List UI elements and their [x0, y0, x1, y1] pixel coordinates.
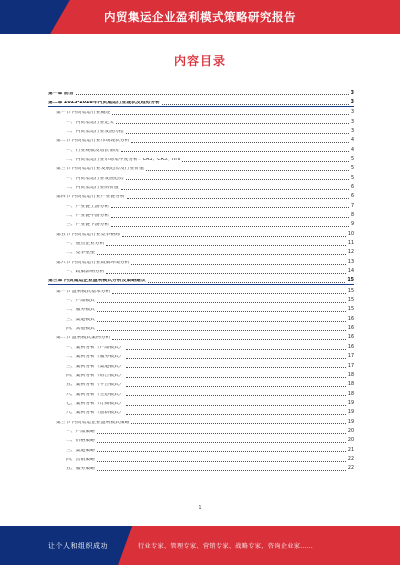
toc-entry-text: 第三章 内贸集运企业盈利模式分析及策略建议 [48, 279, 146, 284]
toc-entry-text: 第六节 内贸集运行业政策环境分析 [56, 260, 130, 265]
toc-entry[interactable] [48, 96, 354, 106]
toc-entry-text: 二、价格策略 [66, 439, 95, 444]
toc-entry-text: 第一章 前言 [48, 91, 74, 96]
toc-entry-text: 五、服务策略 [66, 467, 95, 472]
toc-entry-page: 5 [350, 156, 354, 162]
toc-entry-page: 10 [347, 231, 354, 237]
toc-leader-dots [112, 293, 346, 294]
toc-entry-page: 6 [350, 194, 354, 200]
toc-entry[interactable] [48, 135, 354, 144]
toc-leader-dots [126, 395, 346, 396]
toc-entry-text: 第三节 内贸集运行业发展趋势及行业价值 [56, 167, 144, 172]
toc-entry-text: 三、产业链下游分析 [66, 223, 110, 228]
toc-entry-page: 22 [347, 466, 354, 472]
toc-leader-dots [97, 442, 346, 443]
toc-entry[interactable] [48, 153, 354, 162]
toc-entry[interactable] [48, 266, 354, 275]
toc-entry-text: 二、案例分析（服务模式） [66, 355, 124, 360]
toc-entry[interactable] [48, 116, 354, 125]
toc-leader-dots [97, 311, 346, 312]
toc-entry[interactable] [48, 200, 354, 209]
page-number: 1 [198, 505, 202, 511]
toc-entry-page: 3 [350, 119, 354, 125]
toc-entry[interactable] [48, 107, 354, 116]
toc-entry-text: 一、重点企业分析 [66, 242, 105, 247]
toc-entry-page: 12 [347, 250, 354, 256]
toc-entry-text: 第一节 内贸集运行业概述 [56, 111, 111, 116]
toc-entry[interactable] [48, 341, 354, 350]
toc-entry-page: 15 [347, 307, 354, 313]
toc-entry-page: 8 [350, 213, 354, 219]
toc-entry[interactable] [48, 125, 354, 134]
toc-entry-text: 二、产业链中游分析 [66, 214, 110, 219]
toc-entry-text: 三、渠道策略 [66, 448, 95, 453]
toc-entry-page: 6 [350, 184, 354, 190]
toc-entry[interactable] [48, 209, 354, 218]
toc-entry-text: 八、案例分析（创新模式） [66, 411, 124, 416]
toc-entry-text: 四、营销策略 [66, 457, 95, 462]
toc-entry[interactable] [48, 275, 354, 285]
toc-entry-text: 三、案例分析（渠道模式） [66, 364, 124, 369]
toc-entry[interactable] [48, 323, 354, 332]
toc-entry-text: 一、行业规模及增长情况 [66, 148, 119, 153]
toc-entry-page: 15 [347, 298, 354, 304]
toc-entry-page: 11 [347, 241, 354, 247]
toc-entry-page: 14 [347, 269, 354, 275]
toc-leader-dots [126, 349, 346, 350]
toc-leader-dots [127, 198, 349, 199]
toc-entry-text: 二、内贸集运行业市场集中度分析：CR3、CR5、HHI [66, 157, 181, 162]
toc-entry-page: 16 [347, 316, 354, 322]
toc-entry-text: 第二章 2023-2028年内贸集运行业现状及趋势分析 [48, 100, 160, 105]
report-title: 内贸集运企业盈利模式策略研究报告 [104, 10, 296, 24]
toc-leader-dots [131, 142, 348, 143]
toc-entry[interactable] [48, 453, 354, 462]
toc-entry-page: 16 [347, 335, 354, 341]
toc-entry[interactable] [48, 379, 354, 388]
toc-entry-text: 第一节 盈利模式基本分析 [56, 289, 111, 294]
toc-entry-page: 4 [350, 147, 354, 153]
toc-entry-text: 第二节 盈利模式案例分析 [56, 336, 111, 341]
footer-slogan: 让个人和组织成功 [48, 542, 108, 550]
toc-entry-text: 第三节 内贸集运企业盈利模式策略 [56, 420, 130, 425]
toc-leader-dots [126, 405, 346, 406]
toc-leader-dots [126, 358, 346, 359]
toc-entry-page: 22 [347, 456, 354, 462]
toc-leader-dots [97, 254, 346, 255]
toc-entry-text: 第四节 内贸集运行业产业链分析 [56, 195, 125, 200]
toc-entry-text: 一、内贸集运行业发展趋势 [66, 176, 124, 181]
toc-leader-dots [97, 451, 346, 452]
page-footer [0, 526, 400, 565]
toc-leader-dots [131, 423, 345, 424]
toc-leader-dots [126, 179, 349, 180]
toc-leader-dots [122, 236, 346, 237]
toc-entry-page: 17 [347, 354, 354, 360]
toc-entry[interactable] [48, 369, 354, 378]
toc-entry[interactable] [48, 407, 354, 416]
toc-entry-page: 20 [347, 438, 354, 444]
toc-entry-page: 18 [347, 382, 354, 388]
toc-entry[interactable] [48, 228, 354, 237]
toc-entry-page: 9 [350, 222, 354, 228]
toc-entry[interactable] [48, 247, 354, 256]
toc-entry[interactable] [48, 416, 354, 425]
toc-entry-page: 21 [347, 447, 354, 453]
toc-entry-page: 16 [347, 344, 354, 350]
toc-entry[interactable] [48, 435, 354, 444]
toc-leader-dots [97, 321, 346, 322]
toc-leader-dots [106, 245, 346, 246]
toc-entry[interactable] [48, 181, 354, 190]
toc-leader-dots [126, 386, 346, 387]
toc-leader-dots [97, 470, 346, 471]
toc-entry-text: 二、竞争壁垒 [66, 251, 95, 256]
toc-entry[interactable] [48, 388, 354, 397]
toc-entry[interactable] [48, 295, 354, 304]
toc-leader-dots [126, 367, 346, 368]
toc-entry-text: 一、内贸集运行业定义 [66, 120, 114, 125]
toc-leader-dots [126, 377, 346, 378]
toc-entry-page: 17 [347, 363, 354, 369]
toc-entry[interactable] [48, 463, 354, 472]
toc-entry[interactable] [48, 332, 354, 341]
toc-leader-dots [146, 170, 349, 171]
toc-leader-dots [116, 123, 349, 124]
toc-entry[interactable] [48, 238, 354, 247]
toc-entry-page: 18 [347, 391, 354, 397]
toc-entry[interactable] [48, 304, 354, 313]
toc-entry[interactable] [48, 144, 354, 153]
toc-leader-dots [162, 104, 349, 105]
toc-entry[interactable] [48, 256, 354, 265]
toc-leader-dots [148, 282, 346, 283]
toc-leader-dots [131, 264, 345, 265]
toc-heading: 内容目录 [173, 54, 226, 68]
toc-entry-page: 3 [350, 90, 354, 96]
toc-entry-page: 15 [347, 288, 354, 294]
toc-entry[interactable] [48, 397, 354, 406]
toc-entry-text: 七、案例分析（订阅模式） [66, 401, 124, 406]
toc-entry[interactable] [48, 444, 354, 453]
toc-entry-text: 一、政策影响分析 [66, 270, 105, 275]
toc-entry-page: 5 [350, 175, 354, 181]
toc-entry-page: 3 [350, 110, 354, 116]
toc-leader-dots [126, 133, 349, 134]
toc-entry[interactable] [48, 285, 354, 294]
toc-entry-page: 3 [350, 128, 354, 134]
toc-entry[interactable] [48, 219, 354, 228]
table-of-contents [48, 87, 354, 472]
toc-leader-dots [121, 151, 349, 152]
toc-entry-text: 四、其他模式 [66, 327, 95, 332]
toc-entry-page: 20 [347, 428, 354, 434]
toc-entry[interactable] [48, 163, 354, 172]
toc-leader-dots [112, 114, 349, 115]
toc-leader-dots [111, 207, 349, 208]
toc-entry-page: 19 [347, 410, 354, 416]
toc-entry-text: 一、案例分析（产品模式） [66, 345, 124, 350]
toc-entry[interactable] [48, 351, 354, 360]
toc-leader-dots [112, 339, 346, 340]
toc-entry-text: 一、产品模式 [66, 299, 95, 304]
toc-leader-dots [97, 330, 346, 331]
toc-entry-page: 18 [347, 372, 354, 378]
toc-entry-page: 19 [347, 400, 354, 406]
toc-entry-page: 3 [350, 99, 354, 105]
toc-leader-dots [182, 161, 348, 162]
toc-leader-dots [111, 217, 349, 218]
toc-entry-page: 5 [350, 166, 354, 172]
toc-entry-text: 一、产品策略 [66, 429, 95, 434]
toc-entry-text: 三、渠道模式 [66, 317, 95, 322]
toc-entry-text: 第二节 内贸集运行业市场现状分析 [56, 139, 130, 144]
toc-leader-dots [121, 189, 349, 190]
toc-entry[interactable] [48, 87, 354, 96]
toc-entry[interactable] [48, 360, 354, 369]
toc-entry[interactable] [48, 425, 354, 434]
toc-entry-text: 二、内贸集运行业发展历程 [66, 129, 124, 134]
toc-entry-text: 一、产业链上游分析 [66, 204, 110, 209]
toc-entry[interactable] [48, 191, 354, 200]
footer-experts-text: 行业专家、管理专家、营销专家、战略专家、咨询企业家…… [138, 543, 314, 550]
toc-entry[interactable] [48, 313, 354, 322]
toc-entry-text: 第五节 内贸集运行业竞争格局 [56, 232, 120, 237]
toc-entry-text: 四、案例分析（组合模式） [66, 373, 124, 378]
toc-leader-dots [97, 433, 346, 434]
toc-leader-dots [126, 414, 346, 415]
page-header [0, 0, 400, 34]
toc-entry-page: 4 [350, 138, 354, 144]
toc-entry-page: 15 [347, 278, 354, 284]
toc-entry-text: 二、服务模式 [66, 308, 95, 313]
toc-leader-dots [97, 302, 346, 303]
toc-entry-page: 19 [347, 419, 354, 425]
toc-entry[interactable] [48, 172, 354, 181]
toc-entry-page: 7 [350, 203, 354, 209]
toc-entry-text: 五、案例分析（平台模式） [66, 383, 124, 388]
toc-leader-dots [76, 94, 349, 95]
toc-entry-text: 六、案例分析（生态模式） [66, 392, 124, 397]
toc-leader-dots [97, 461, 346, 462]
toc-leader-dots [106, 273, 346, 274]
toc-leader-dots [111, 226, 349, 227]
toc-entry-page: 16 [347, 326, 354, 332]
toc-entry-text: 二、内贸集运行业的价值 [66, 185, 119, 190]
toc-entry-page: 13 [347, 259, 354, 265]
